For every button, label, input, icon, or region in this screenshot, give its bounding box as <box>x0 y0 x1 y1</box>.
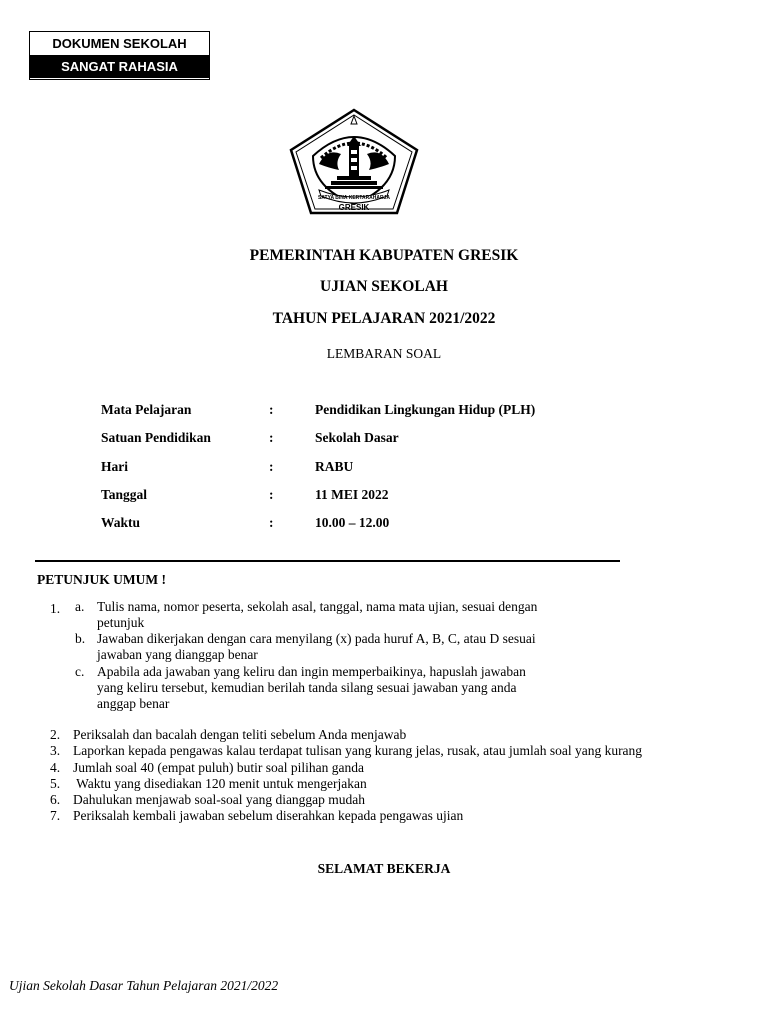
info-value: Sekolah Dasar <box>315 430 399 446</box>
subitem-text: Tulis nama, nomor peserta, sekolah asal, tanggal, nama mata ujian, sesuai dengan <box>97 599 538 614</box>
item-text: Laporkan kepada pengawas kalau terdapat tulisan yang kurang jelas, rusak, atau jumlah soal yang kurang <box>73 743 643 758</box>
subitem-text: yang keliru tersebut, kemudian berilah tanda silang sesuai jawaban yang anda <box>97 680 517 695</box>
stamp-secret-label: SANGAT RAHASIA <box>30 55 209 78</box>
page-footer: Ujian Sekolah Dasar Tahun Pelajaran 2021/2022 <box>9 978 279 993</box>
item-number: 4. <box>50 760 61 775</box>
government-heading: PEMERINTAH KABUPATEN GRESIK <box>249 247 519 264</box>
item-number: 3. <box>50 743 61 758</box>
info-colon: : <box>269 430 274 446</box>
info-colon: : <box>269 458 274 474</box>
sheet-label: LEMBARAN SOAL <box>326 346 442 361</box>
info-label: Hari <box>101 458 128 474</box>
subitem-letter: a. <box>75 599 85 614</box>
item-text: Waktu yang disediakan 120 menit untuk mengerjakan <box>73 776 367 791</box>
subitem-letter: b. <box>75 631 86 646</box>
instructions-title: PETUNJUK UMUM ! <box>37 572 166 587</box>
info-label: Satuan Pendidikan <box>101 430 211 446</box>
info-value: RABU <box>315 458 354 474</box>
svg-text:GRESIK: GRESIK <box>338 203 370 212</box>
exam-heading: UJIAN SEKOLAH <box>320 278 448 295</box>
svg-text:SATYA BINA KERTARAHARJA: SATYA BINA KERTARAHARJA <box>317 195 391 201</box>
section-divider <box>35 560 620 562</box>
item-text: Periksalah dan bacalah dengan teliti sebelum Anda menjawab <box>73 727 407 742</box>
info-label: Waktu <box>101 515 141 531</box>
academic-year-heading: TAHUN PELAJARAN 2021/2022 <box>272 310 496 327</box>
info-label: Tanggal <box>101 486 148 502</box>
info-colon: : <box>269 402 274 417</box>
item-text: Dahulukan menjawab soal-soal yang dianggap mudah <box>73 792 366 807</box>
item-number: 6. <box>50 792 61 807</box>
subitem-text: jawaban yang dianggap benar <box>97 647 258 662</box>
item-number: 7. <box>50 808 61 823</box>
stamp-document-label: DOKUMEN SEKOLAH <box>30 32 209 55</box>
subitem-letter: c. <box>75 664 85 679</box>
info-colon: : <box>269 486 274 502</box>
info-colon: : <box>269 515 274 531</box>
closing-message: SELAMAT BEKERJA <box>317 861 451 876</box>
item-number: 1. <box>50 601 61 616</box>
item-text: Jumlah soal 40 (empat puluh) butir soal pilihan ganda <box>73 760 364 775</box>
confidential-stamp <box>29 31 210 80</box>
subitem-text: Jawaban dikerjakan dengan cara menyilang (x) pada huruf A, B, C, atau D sesuai <box>97 631 536 646</box>
subitem-text: petunjuk <box>97 615 145 630</box>
subitem-text: Apabila ada jawaban yang keliru dan ingin memperbaikinya, hapuslah jawaban <box>97 664 526 679</box>
subitem-text: anggap benar <box>97 696 170 711</box>
item-number: 5. <box>50 776 61 791</box>
item-text: Periksalah kembali jawaban sebelum diserahkan kepada pengawas ujian <box>73 808 464 823</box>
info-value: Pendidikan Lingkungan Hidup (PLH) <box>315 402 536 417</box>
info-value: 10.00 – 12.00 <box>315 515 390 531</box>
gresik-emblem-icon <box>289 108 419 216</box>
info-label: Mata Pelajaran <box>101 402 192 417</box>
info-value: 11 MEI 2022 <box>315 486 389 502</box>
item-number: 2. <box>50 727 61 742</box>
